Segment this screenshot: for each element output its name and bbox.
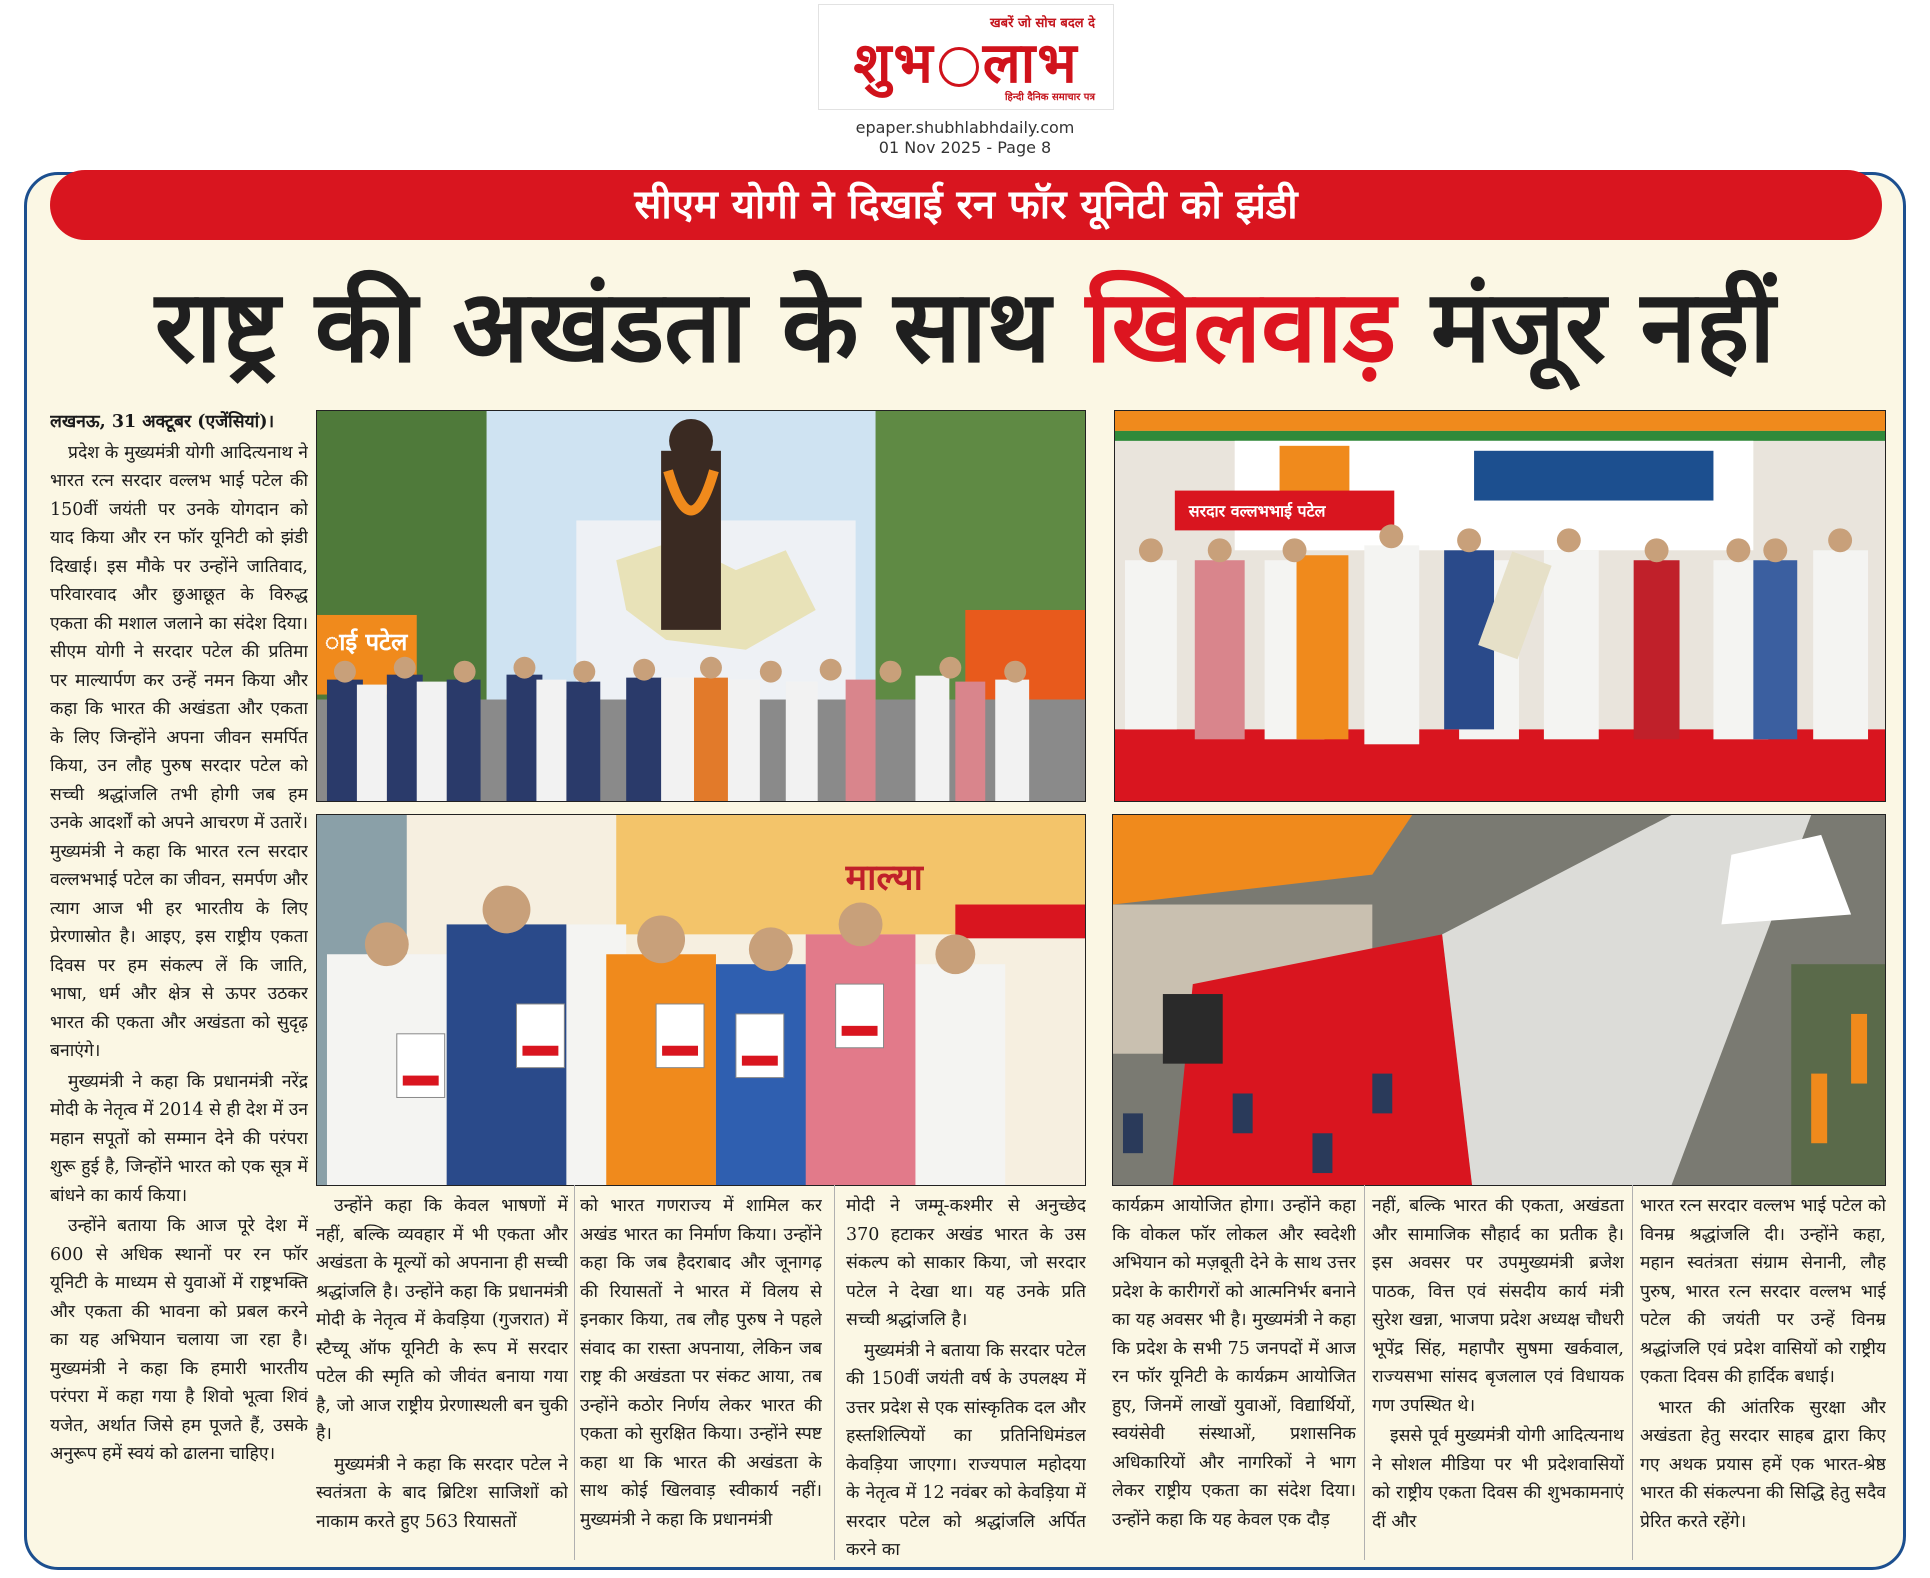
- edition-info: [0, 118, 1930, 158]
- photo3-banner-text: माल्या: [845, 857, 923, 899]
- article-column-3: [580, 1192, 822, 1562]
- article-paragraph: को भारत गणराज्य में शामिल कर अखंड भारत का निर्माण किया। उन्होंने कहा कि जब हैदराबाद और जूनागढ़ की रियासतों ने भारत में विलय से इनकार किया, तब लौह पुरुष ने पहले संवाद का रास्ता अपनाया, लेकिन जब राष्ट्र की अखंडता पर संकट आया, तब उन्होंने कठोर निर्णय लेकर भारत की एकता को सुरक्षित किया। उन्होंने स्पष्ट कहा था कि भारत की अखंडता के साथ कोई खिलवाड़ स्वीकार्य नहीं। मुख्यमंत्री ने कहा कि प्रधानमंत्री: [580, 1196, 822, 1530]
- logo-text-right: लाभ: [982, 31, 1079, 96]
- photo1-banner-text: ाई पटेल: [324, 627, 408, 656]
- article-column-5: [1112, 1192, 1356, 1562]
- logo-text-left: शुभ: [853, 31, 935, 96]
- photo-book-release: [316, 814, 1086, 1186]
- column-divider: [1632, 1185, 1633, 1560]
- article-paragraph: मोदी ने जम्मू-कश्मीर से अनुच्छेद 370 हटाकर अखंड भारत के उस संकल्प को साकार किया, जो सरदार पटेल ने देखा था। यह उनके प्रति सच्ची श्रद्धांजलि है।: [846, 1196, 1086, 1330]
- article-column-4: [846, 1192, 1086, 1562]
- article-paragraph: प्रदेश के मुख्यमंत्री योगी आदित्यनाथ ने भारत रत्न सरदार वल्लभ भाई पटेल की 150वीं जयंती पर उनके योगदान को याद किया और रन फॉर यूनिटी को झंडी दिखाई। इस मौके पर उन्होंने जातिवाद, परिवारवाद और छुआछूत के विरुद्ध एकता की मशाल जलाने का संदेश दिया। सीएम योगी ने सरदार पटेल की प्रतिमा पर माल्यार्पण कर उन्हें नमन किया और कहा कि भारत की अखंडता और एकता के लिए जिन्होंने अपना जीवन समर्पित किया, उन लौह पुरुष सरदार पटेल को सच्ची श्रद्धांजलि तभी होगी जब हम उनके आदर्शों को अपने आचरण में उतारें। मुख्यमंत्री ने कहा कि भारत रत्न सरदार वल्लभभाई पटेल का जीवन, समर्पण और त्याग आज भी हर भारतीय के लिए प्रेरणास्रोत है। आइए, इस राष्ट्रीय एकता दिवस पर हम संकल्प लें कि जाति, भाषा, धर्म और क्षेत्र से ऊपर उठकर भारत की एकता और अखंडता को सुदृढ़ बनाएंगे।: [50, 442, 308, 1061]
- article-paragraph: उन्होंने कहा कि केवल भाषणों में नहीं, बल्कि व्यवहार में भी एकता और अखंडता के मूल्यों को अपनाना ही सच्ची श्रद्धांजलि है। उन्होंने कहा कि प्रधानमंत्री मोदी के नेतृत्व में केवड़िया (गुजरात) में स्टैच्यू ऑफ यूनिटी के रूप में सरदार पटेल की स्मृति को जीवंत बनाया गया है, जो आज राष्ट्रीय प्रेरणास्थली बन चुकी है।: [316, 1196, 568, 1444]
- article-column-1: [50, 408, 308, 1560]
- headline-part1: राष्ट्र की अखंडता के साथ: [154, 268, 1086, 385]
- article-paragraph: नहीं, बल्कि भारत की एकता, अखंडता और सामाजिक सौहार्द का प्रतीक है। इस अवसर पर उपमुख्यमंत्री ब्रजेश पाठक, वित्त एवं संसदीय कार्य मंत्री सुरेश खन्ना, भाजपा प्रदेश अध्यक्ष चौधरी भूपेंद्र सिंह, महापौर सुषमा खर्कवाल, राज्यसभा सांसद बृजलाल एवं विधायक गण उपस्थित थे।: [1372, 1196, 1624, 1416]
- masthead: [818, 4, 1114, 110]
- masthead-subtitle: हिन्दी दैनिक समाचार पत्र: [1004, 92, 1095, 103]
- article-paragraph: मुख्यमंत्री ने बताया कि सरदार पटेल की 150वीं जयंती वर्ष के उपलक्ष्य में उत्तर प्रदेश से एक सांस्कृतिक दल और हस्तशिल्पियों का प्रतिनिधिमंडल केवड़िया जाएगा। राज्यपाल महोदया के नेतृत्व में 12 नवंबर को केवड़िया में सरदार पटेल को श्रद्धांजलि अर्पित करने का: [846, 1340, 1086, 1560]
- column-divider: [574, 1185, 575, 1560]
- article-paragraph: भारत की आंतरिक सुरक्षा और अखंडता हेतु सरदार साहब द्वारा किए गए अथक प्रयास हमें एक भारत-श्रेष्ठ भारत की संकल्पना की सिद्धि हेतु सदैव प्रेरित करते रहेंगे।: [1640, 1397, 1886, 1532]
- edition-url[interactable]: epaper.shubhlabhdaily.com: [855, 118, 1075, 137]
- article-paragraph: इससे पूर्व मुख्यमंत्री योगी आदित्यनाथ ने सोशल मीडिया पर भी प्रदेशवासियों को राष्ट्रीय एकता दिवस की शुभकामनाएं दीं और: [1372, 1426, 1624, 1532]
- article-paragraph: कार्यक्रम आयोजित होगा। उन्होंने कहा कि वोकल फॉर लोकल और स्वदेशी अभियान को मज़बूती देने के साथ उत्तर प्रदेश के कारीगरों को आत्मनिर्भर बनाने का यह अवसर भी है। मुख्यमंत्री ने कहा कि प्रदेश के सभी 75 जनपदों में आज रन फॉर यूनिटी के कार्यक्रम आयोजित हुए, जिनमें लाखों युवाओं, विद्यार्थियों, स्वयंसेवी संस्थाओं, प्रशासनिक अधिकारियों और नागरिकों ने भाग लेकर राष्ट्रीय एकता का संदेश दिया। उन्होंने कहा कि यह केवल एक दौड़: [1112, 1196, 1356, 1530]
- photo-flag-off-stage: [1114, 410, 1886, 802]
- photo2-banner-text: सरदार वल्लभभाई पटेल: [1188, 501, 1326, 521]
- article-paragraph: मुख्यमंत्री ने कहा कि प्रधानमंत्री नरेंद्र मोदी के नेतृत्व में 2014 से ही देश में उन महान सपूतों को सम्मान देने की परंपरा शुरू हुई है, जिन्होंने भारत को एक सूत्र में बांधने का कार्य किया।: [50, 1071, 308, 1206]
- article-paragraph: भारत रत्न सरदार वल्लभ भाई पटेल को विनम्र श्रद्धांजलि दी। उन्होंने कहा, महान स्वतंत्रता संग्राम सेनानी, लौह पुरुष, भारत रत्न सरदार वल्लभ भाई पटेल की जयंती पर उन्हें विनम्र श्रद्धांजलि एवं प्रदेश वासियों को राष्ट्रीय एकता दिवस की हार्दिक बधाई।: [1640, 1196, 1886, 1387]
- column-divider: [1364, 1185, 1365, 1560]
- article-column-7: [1640, 1192, 1886, 1562]
- article-column-2: [316, 1192, 568, 1562]
- main-headline: [40, 262, 1890, 392]
- headline-part2: मंजूर नहीं: [1396, 268, 1776, 385]
- column-divider: [834, 1185, 835, 1560]
- edition-date-page: 01 Nov 2025 - Page 8: [878, 138, 1052, 157]
- article-dateline: लखनऊ, 31 अक्टूबर (एजेंसियां)।: [50, 412, 275, 432]
- headline-highlight: खिलवाड़: [1085, 268, 1397, 385]
- article-paragraph: मुख्यमंत्री ने कहा कि सरदार पटेल ने स्वतंत्रता के बाद ब्रिटिश साजिशों को नाकाम करते हुए 563 रियासतों: [316, 1454, 568, 1532]
- ganesha-logo-icon: [939, 47, 979, 87]
- top-banner: सीएम योगी ने दिखाई रन फॉर यूनिटी को झंडी: [50, 170, 1882, 240]
- masthead-logo: [819, 23, 1113, 99]
- article-column-6: [1372, 1192, 1624, 1562]
- article-paragraph: उन्होंने बताया कि आज पूरे देश में 600 से अधिक स्थानों पर रन फॉर यूनिटी के माध्यम से युवाओं में राष्ट्रभक्ति और एकता की भावना को प्रबल करने का यह अभियान चलाया जा रहा है। मुख्यमंत्री ने कहा कि हमारी भारतीय परंपरा में कहा गया है शिवो भूत्वा शिवं यजेत, अर्थात जिसे हम पूजते हैं, उसके अनुरूप हमें स्वयं को ढालना चाहिए।: [50, 1216, 308, 1464]
- photo-statue-garlanding: [316, 410, 1086, 802]
- masthead-tagline: खबरें जो सोच बदल दे: [990, 16, 1095, 31]
- photo-run-for-unity-crowd: [1112, 814, 1886, 1186]
